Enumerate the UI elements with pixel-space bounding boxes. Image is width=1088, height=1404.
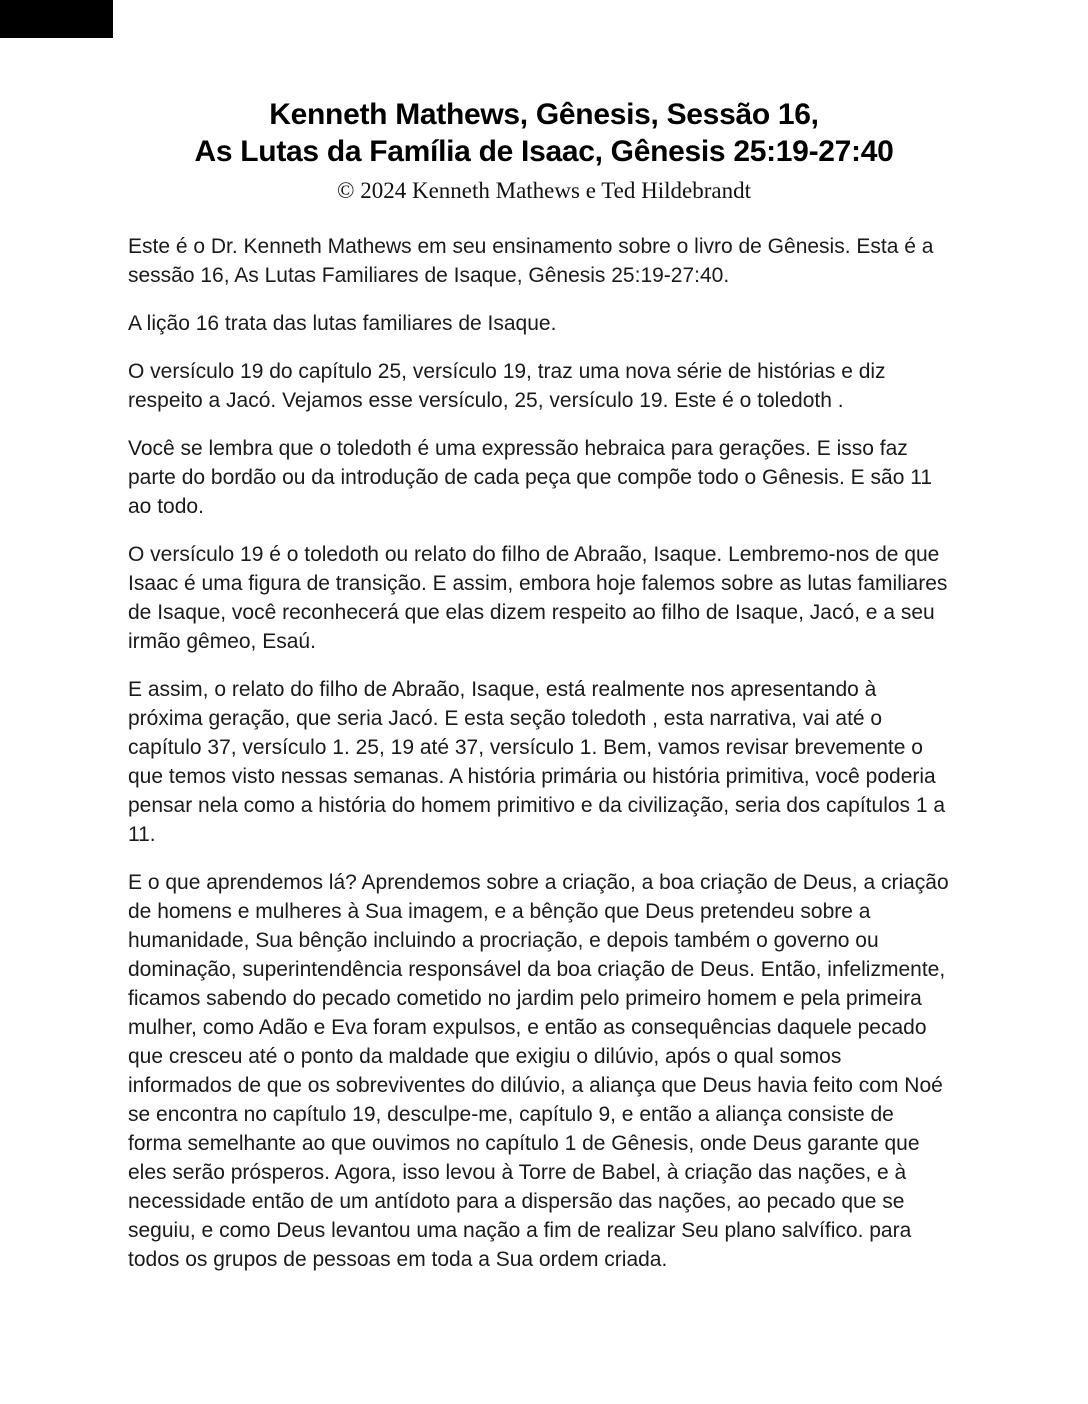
paragraph: E assim, o relato do filho de Abraão, Isaque, está realmente nos apresentando à próxima geração, que seria Jacó. E esta seção toledoth , esta narrativa, vai até o capítulo 37, versículo 1. 25, 19 até 37, versículo 1. Bem, vamos revisar brevemente o que temos visto nessas semanas. A história primária ou história primitiva, você poderia pensar nela como a história do homem primitivo e da civilização, seria dos capítulos 1 a 11. — [128, 678, 946, 846]
document-body — [0, 96, 1088, 1293]
paragraph: O versículo 19 é o toledoth ou relato do filho de Abraão, Isaque. Lembremo-nos de que Isaac é uma figura de transição. E assim, embora hoje falemos sobre as lutas familiares de Isaque, você reconhecerá que elas dizem respeito ao filho de Isaque, Jacó, e a seu irmão gêmeo, Esaú. — [128, 543, 948, 653]
paragraph: A lição 16 trata das lutas familiares de Isaque. — [128, 312, 557, 335]
title-line-1: Kenneth Mathews, Gênesis, Sessão 16, — [269, 98, 819, 131]
copyright-line: © 2024 Kenneth Mathews e Ted Hildebrandt — [336, 178, 751, 203]
title-line-2: As Lutas da Família de Isaac, Gênesis 25:19-27:40 — [194, 135, 894, 168]
document-title — [0, 96, 1088, 170]
paragraph: O versículo 19 do capítulo 25, versículo 19, traz uma nova série de histórias e diz respeito a Jacó. Vejamos esse versículo, 25, versículo 19. Este é o toledoth . — [128, 360, 886, 412]
paragraph: E o que aprendemos lá? Aprendemos sobre a criação, a boa criação de Deus, a criação de homens e mulheres à Sua imagem, e a bênção que Deus pretendeu sobre a humanidade, Sua bênção incluindo a procriação, e depois também o governo ou dominação, superintendência responsável da boa criação de Deus. Então, infelizmente, ficamos sabendo do pecado cometido no jardim pelo primeiro homem e pela primeira mulher, como Adão e Eva foram expulsos, e então as consequências daquele pecado que cresceu até o ponto da maldade que exigiu o dilúvio, após o qual somos informados de que os sobreviventes do dilúvio, a aliança que Deus havia feito com Noé se encontra no capítulo 19, desculpe-me, capítulo 9, e então a aliança consiste de forma semelhante ao que ouvimos no capítulo 1 de Gênesis, onde Deus garante que eles serão prósperos. Agora, isso levou à Torre de Babel, à criação das nações, e à necessidade então de um antídoto para a dispersão das nações, ao pecado que se seguiu, e como Deus levantou uma nação a fim de realizar Seu plano salvífico. para todos os grupos de pessoas em toda a Sua ordem criada. — [128, 871, 949, 1271]
scan-artifact-black-box — [0, 0, 113, 38]
paragraph: Você se lembra que o toledoth é uma expressão hebraica para gerações. E isso faz parte do bordão ou da introdução de cada peça que compõe todo o Gênesis. E são 11 ao todo. — [128, 437, 933, 518]
paragraph: Este é o Dr. Kenneth Mathews em seu ensinamento sobre o livro de Gênesis. Esta é a sessão 16, As Lutas Familiares de Isaque, Gênesis 25:19-27:40. — [128, 235, 934, 287]
transcript-text — [128, 232, 1008, 1274]
